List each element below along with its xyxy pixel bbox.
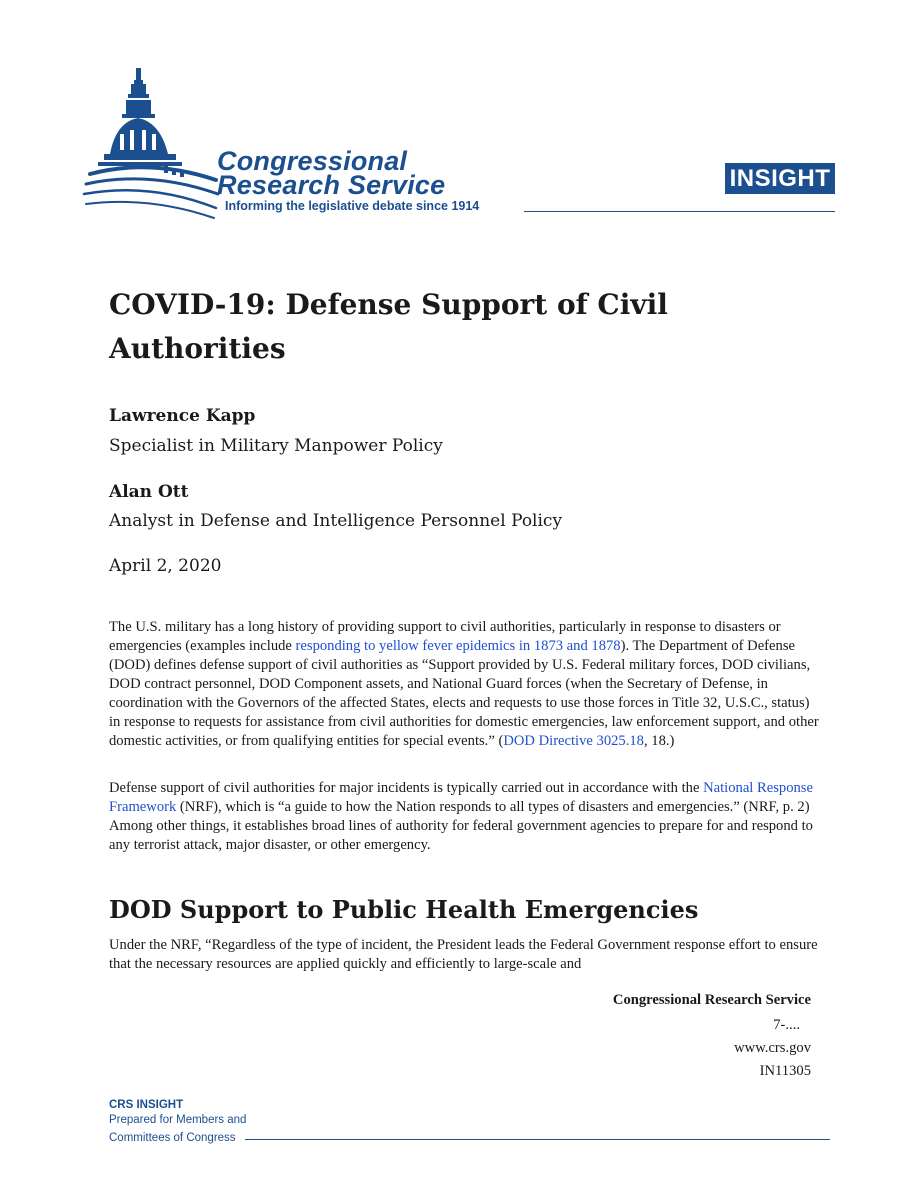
paragraph-text: (NRF), which is “a guide to how the Nation responds to all types of disasters and emergencies.” (NRF, p. 2) Among other things, it establishes broad lines of authority for federal government agencies to prepare for and respond to any terrorist attack, major disaster, or other emergency. xyxy=(109,799,813,853)
org-name-line2: Research Service xyxy=(217,170,446,200)
author-role: Analyst in Defense and Intelligence Personnel Policy xyxy=(109,511,563,531)
insight-badge: INSIGHT xyxy=(725,163,835,194)
author-name: Alan Ott xyxy=(109,482,189,502)
footer-website: www.crs.gov xyxy=(734,1040,811,1056)
paragraph-text: ). The Department of Defense (DOD) defines defense support of civil authorities as “Support provided by U.S. Federal military forces, DOD civilians, DOD contract personnel, DOD Component assets, and National Guard forces (when the Secretary of Defense, in coordination with the Governors of the affected States, elects and requests to use those forces in Title 32, U.S.C., status) in response to requests for assistance from civil authorities for domestic emergencies, law enforcement support, and other domestic activities, or from qualifying entities for special events.” ( xyxy=(109,638,819,749)
author-name: Lawrence Kapp xyxy=(109,406,256,426)
header-divider xyxy=(524,211,835,212)
footer-committees: Committees of Congress xyxy=(109,1132,236,1144)
body-paragraph xyxy=(109,618,821,751)
yellow-fever-link[interactable]: responding to yellow fever epidemics in 1873 and 1878 xyxy=(295,638,621,654)
paragraph-text: , 18.) xyxy=(643,733,675,749)
org-tagline: Informing the legislative debate since 1914 xyxy=(225,199,480,213)
footer-divider xyxy=(245,1139,830,1140)
capitol-dome-logo xyxy=(80,62,230,222)
body-paragraph: Under the NRF, “Regardless of the type of incident, the President leads the Federal Government response effort to ensure that the necessary resources are applied quickly and efficiently to large-scale and xyxy=(109,937,818,972)
footer-prepared-for: Prepared for Members and xyxy=(109,1114,247,1126)
paragraph-text: Defense support of civil authorities for major incidents is typically carried out in accordance with the xyxy=(109,780,704,796)
section-heading: DOD Support to Public Health Emergencies xyxy=(109,895,699,924)
dod-directive-link[interactable]: DOD Directive 3025.18 xyxy=(503,733,644,749)
footer-insight-label: CRS INSIGHT xyxy=(109,1099,184,1111)
footer-report-number: 7-.... xyxy=(773,1017,800,1033)
body-paragraph xyxy=(109,779,821,855)
nrf-link[interactable]: National Response Framework xyxy=(109,780,813,815)
footer-report-id: IN11305 xyxy=(759,1063,811,1079)
footer-org-name: Congressional Research Service xyxy=(612,992,811,1008)
publication-date: April 2, 2020 xyxy=(109,556,222,576)
org-name-line1: Congressional xyxy=(217,146,408,176)
author-role: Specialist in Military Manpower Policy xyxy=(109,436,443,456)
paragraph-text: The U.S. military has a long history of providing support to civil authorities, particularly in response to disasters or emergencies (examples include xyxy=(109,619,781,654)
page-title: COVID-19: Defense Support of Civil Authorities xyxy=(109,288,668,365)
